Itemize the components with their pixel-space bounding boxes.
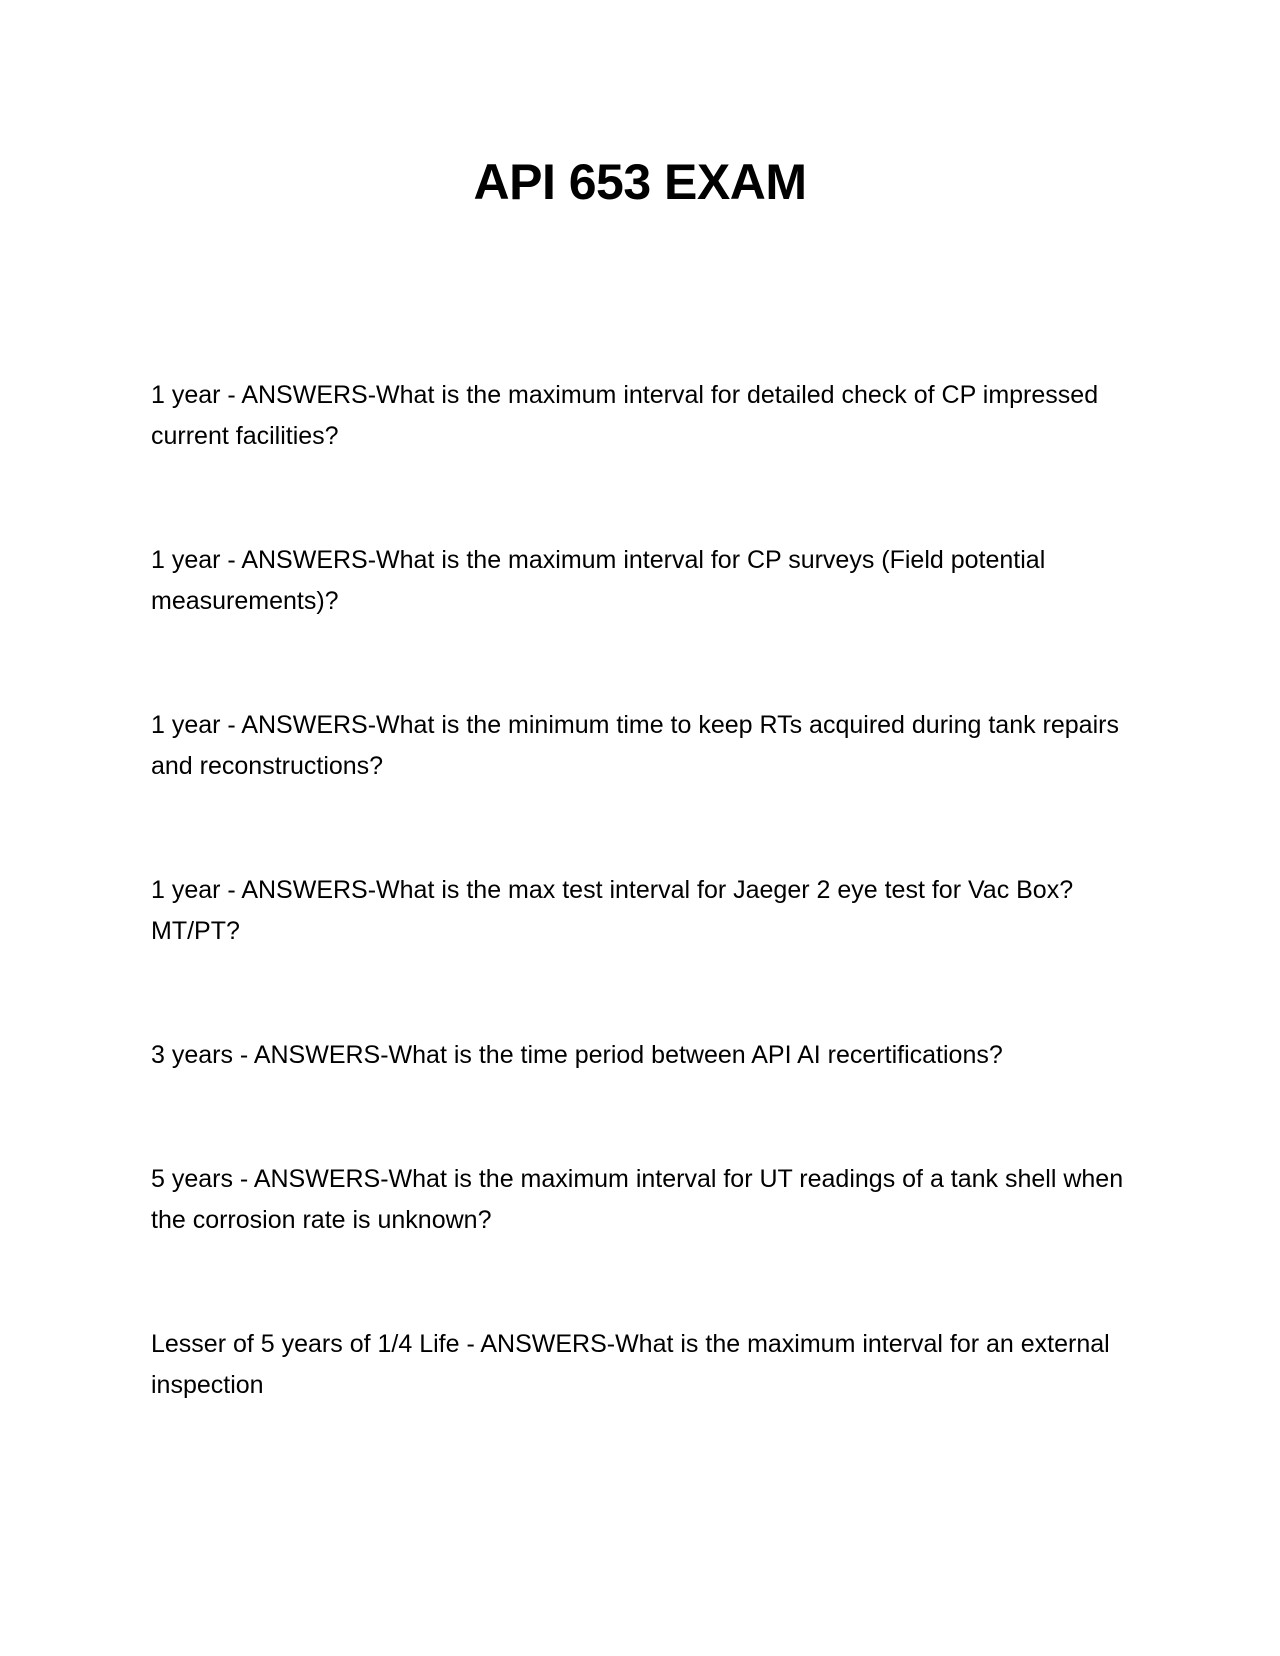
qa-entry: 1 year - ANSWERS-What is the minimum time to keep RTs acquired during tank repairs and reconstructions? xyxy=(151,711,1119,780)
page-title: API 653 EXAM xyxy=(473,154,807,210)
qa-entry: 1 year - ANSWERS-What is the maximum interval for detailed check of CP impressed current facilities? xyxy=(151,381,1099,450)
qa-entry: 5 years - ANSWERS-What is the maximum interval for UT readings of a tank shell when the corrosion rate is unknown? xyxy=(151,1165,1124,1234)
qa-entry: Lesser of 5 years of 1/4 Life - ANSWERS-What is the maximum interval for an external inspection xyxy=(151,1330,1110,1399)
qa-entry: 3 years - ANSWERS-What is the time period between API AI recertifications? xyxy=(151,1041,1003,1069)
qa-entry: 1 year - ANSWERS-What is the maximum interval for CP surveys (Field potential measurements)? xyxy=(151,546,1046,615)
qa-entry: 1 year - ANSWERS-What is the max test interval for Jaeger 2 eye test for Vac Box? MT/PT? xyxy=(151,876,1074,945)
